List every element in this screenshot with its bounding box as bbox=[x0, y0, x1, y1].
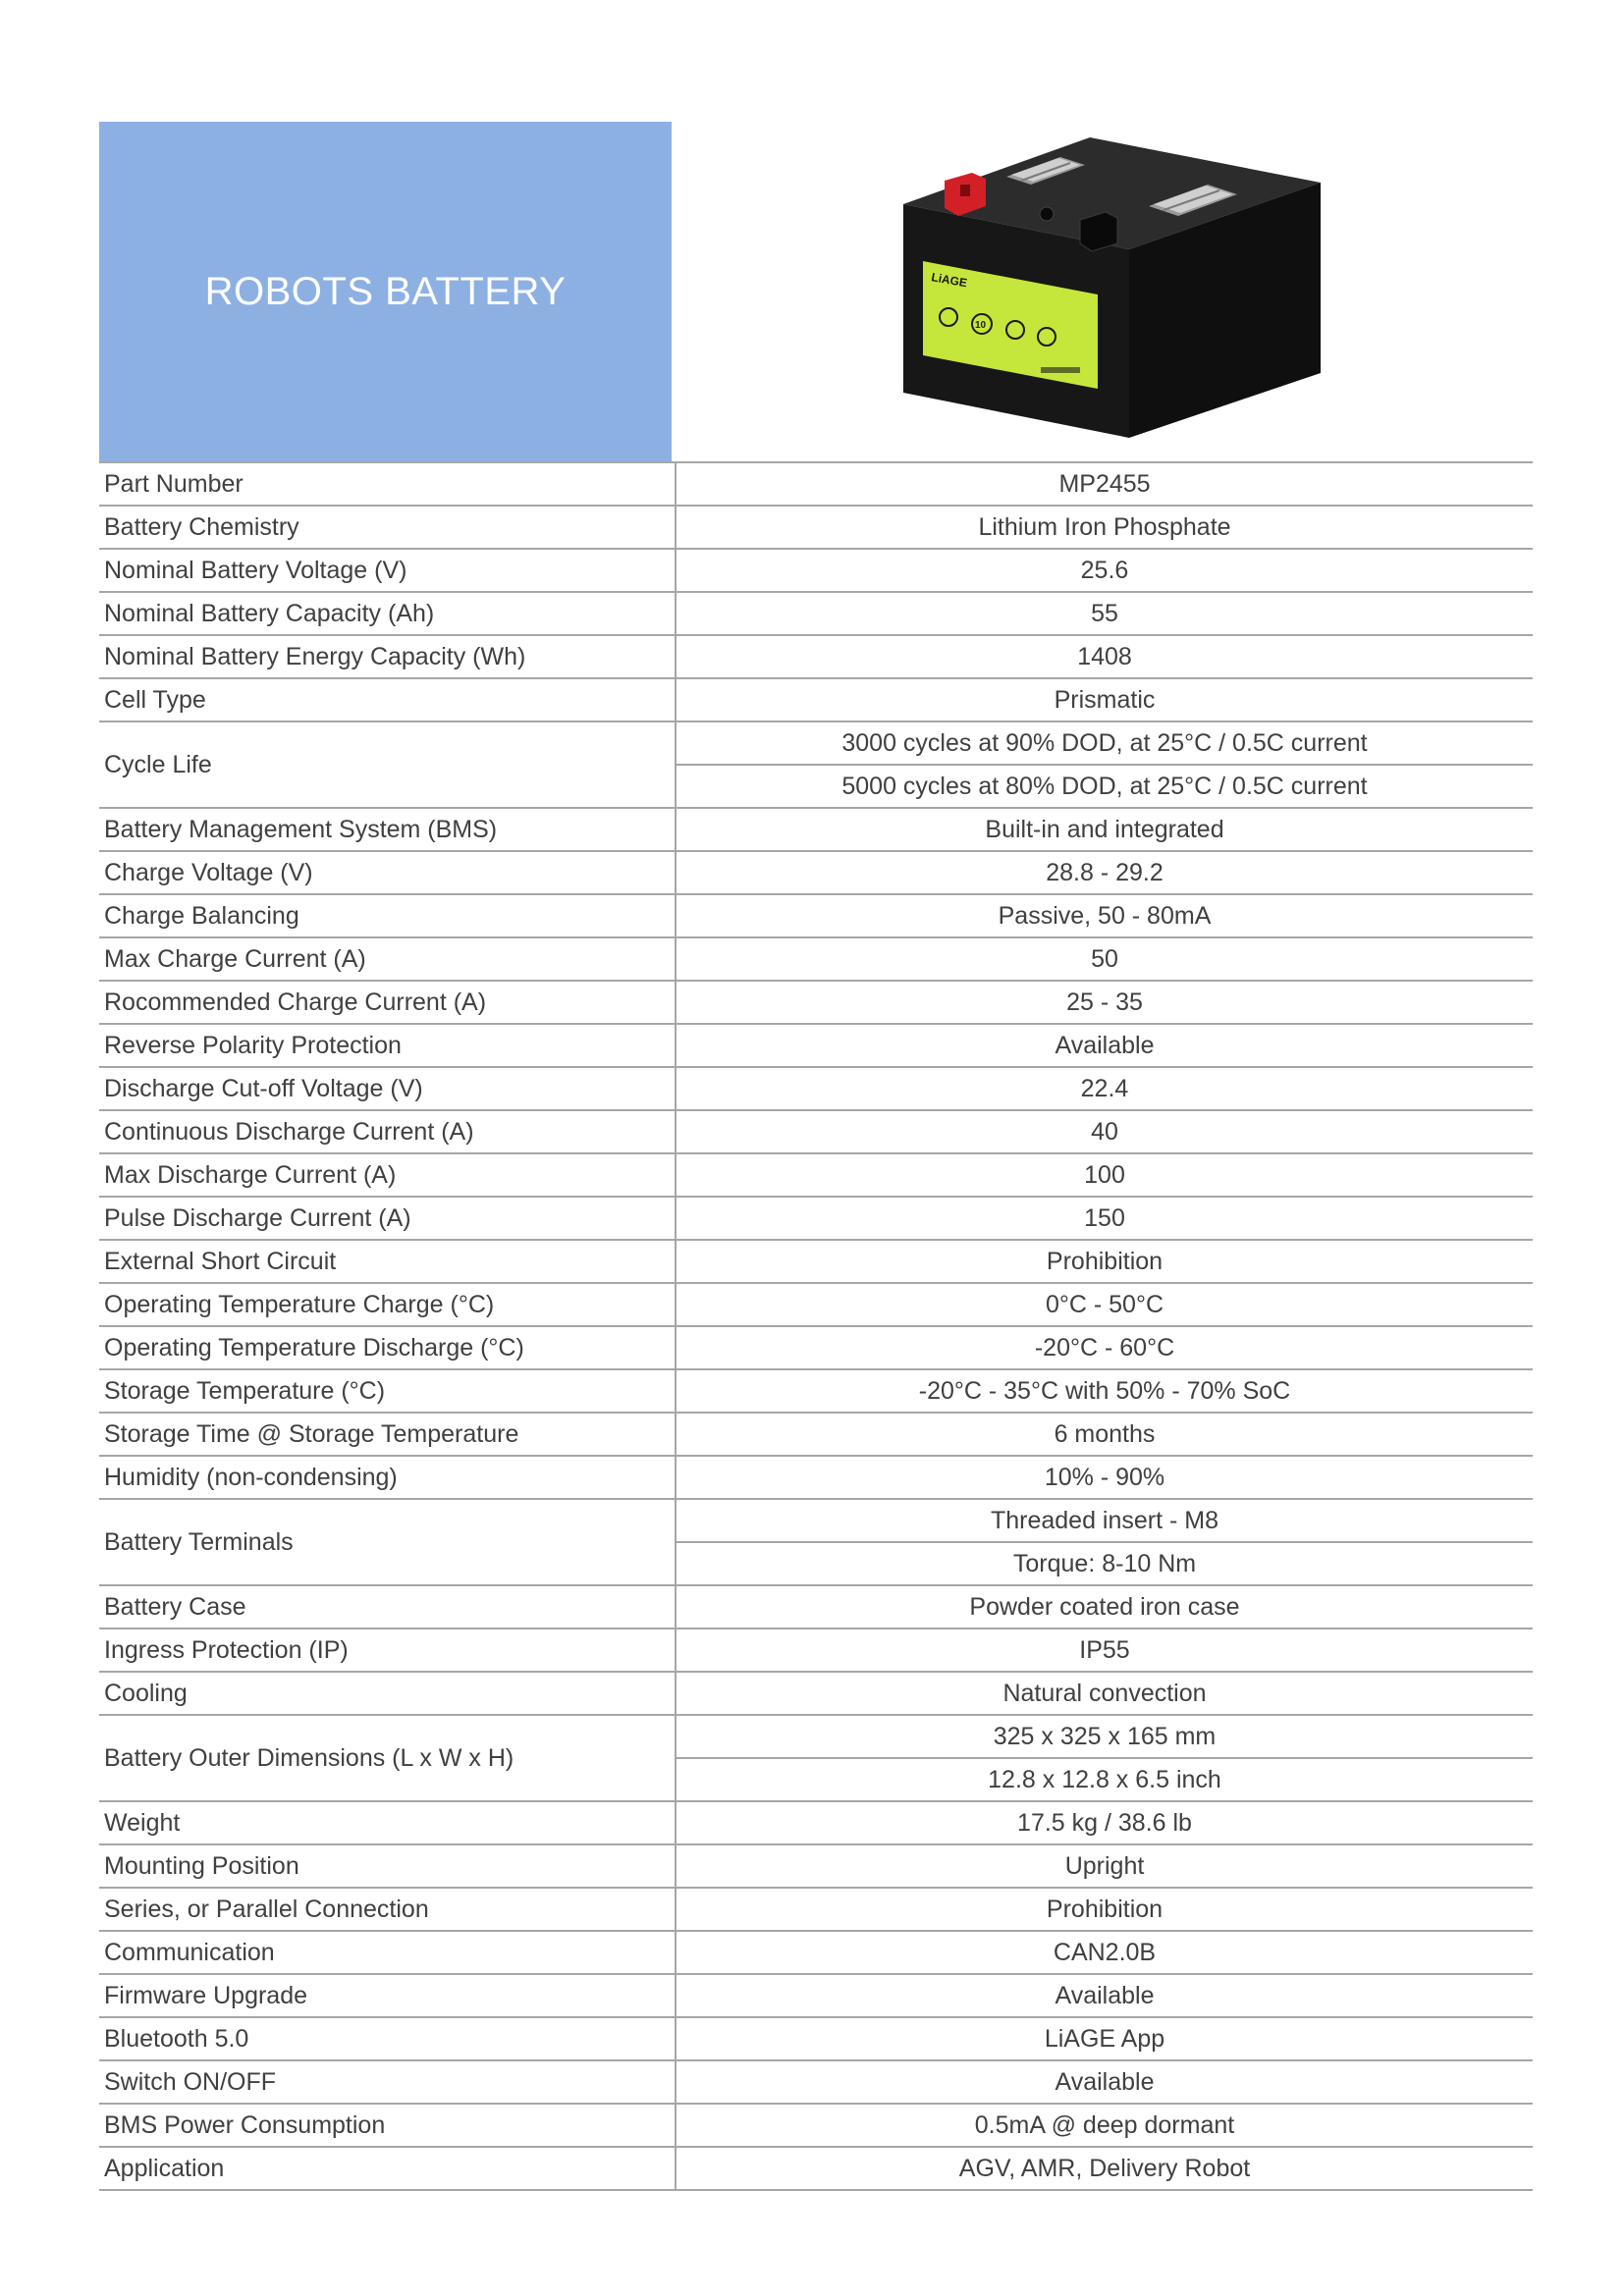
spec-label: Storage Time @ Storage Temperature bbox=[99, 1413, 676, 1456]
table-row bbox=[99, 1413, 1533, 1456]
table-row bbox=[99, 721, 1533, 765]
spec-label: Application bbox=[99, 2147, 676, 2190]
spec-value: Torque: 8-10 Nm bbox=[676, 1542, 1533, 1585]
spec-label: Nominal Battery Capacity (Ah) bbox=[99, 592, 676, 635]
table-row bbox=[99, 1456, 1533, 1499]
spec-label: Cooling bbox=[99, 1672, 676, 1715]
spec-label: Battery Chemistry bbox=[99, 506, 676, 549]
spec-value: 28.8 - 29.2 bbox=[676, 851, 1533, 894]
spec-label: Reverse Polarity Protection bbox=[99, 1024, 676, 1067]
table-row bbox=[99, 1672, 1533, 1715]
spec-value: 50 bbox=[676, 937, 1533, 981]
table-row bbox=[99, 1629, 1533, 1672]
spec-value: 12.8 x 12.8 x 6.5 inch bbox=[676, 1758, 1533, 1801]
table-row bbox=[99, 506, 1533, 549]
spec-value: Prohibition bbox=[676, 1888, 1533, 1931]
spec-label: Firmware Upgrade bbox=[99, 1974, 676, 2017]
spec-label: Series, or Parallel Connection bbox=[99, 1888, 676, 1931]
spec-label: Battery Terminals bbox=[99, 1499, 676, 1585]
table-row bbox=[99, 1801, 1533, 1844]
spec-value: 3000 cycles at 90% DOD, at 25°C / 0.5C current bbox=[676, 721, 1533, 765]
table-row bbox=[99, 1024, 1533, 1067]
spec-value: 150 bbox=[676, 1197, 1533, 1240]
spec-label: Storage Temperature (°C) bbox=[99, 1369, 676, 1413]
page-title: ROBOTS BATTERY bbox=[204, 269, 567, 313]
spec-value: 325 x 325 x 165 mm bbox=[676, 1715, 1533, 1758]
battery-product-image bbox=[884, 135, 1335, 450]
table-row bbox=[99, 1369, 1533, 1413]
table-row bbox=[99, 1499, 1533, 1542]
table-row bbox=[99, 462, 1533, 506]
spec-value: Powder coated iron case bbox=[676, 1585, 1533, 1629]
spec-value: 25.6 bbox=[676, 549, 1533, 592]
spec-label: Operating Temperature Charge (°C) bbox=[99, 1283, 676, 1326]
spec-label: Pulse Discharge Current (A) bbox=[99, 1197, 676, 1240]
table-row bbox=[99, 808, 1533, 851]
table-row bbox=[99, 1326, 1533, 1369]
table-row bbox=[99, 592, 1533, 635]
spec-value: 100 bbox=[676, 1153, 1533, 1197]
spec-value: 22.4 bbox=[676, 1067, 1533, 1110]
spec-label: Cycle Life bbox=[99, 721, 676, 808]
spec-label: Nominal Battery Energy Capacity (Wh) bbox=[99, 635, 676, 678]
spec-label: Battery Case bbox=[99, 1585, 676, 1629]
spec-label: Humidity (non-condensing) bbox=[99, 1456, 676, 1499]
specifications-table bbox=[99, 461, 1533, 2191]
spec-label: Cell Type bbox=[99, 678, 676, 721]
table-row bbox=[99, 1240, 1533, 1283]
spec-value: 1408 bbox=[676, 635, 1533, 678]
spec-value: Available bbox=[676, 1974, 1533, 2017]
spec-value: Available bbox=[676, 1024, 1533, 1067]
table-row bbox=[99, 1067, 1533, 1110]
spec-label: Weight bbox=[99, 1801, 676, 1844]
table-row bbox=[99, 2017, 1533, 2060]
table-row bbox=[99, 1715, 1533, 1758]
spec-label: Nominal Battery Voltage (V) bbox=[99, 549, 676, 592]
table-row bbox=[99, 1153, 1533, 1197]
table-row bbox=[99, 678, 1533, 721]
spec-label: Bluetooth 5.0 bbox=[99, 2017, 676, 2060]
spec-value: 0°C - 50°C bbox=[676, 1283, 1533, 1326]
vent-icon bbox=[1040, 207, 1054, 221]
spec-value: -20°C - 35°C with 50% - 70% SoC bbox=[676, 1369, 1533, 1413]
spec-value: CAN2.0B bbox=[676, 1931, 1533, 1974]
negative-terminal-icon bbox=[1080, 212, 1117, 251]
label-cert-marks bbox=[1041, 367, 1080, 373]
spec-label: Continuous Discharge Current (A) bbox=[99, 1110, 676, 1153]
svg-text:LiAGE: LiAGE bbox=[930, 270, 969, 291]
table-row bbox=[99, 981, 1533, 1024]
table-row bbox=[99, 2147, 1533, 2190]
table-row bbox=[99, 1844, 1533, 1888]
table-row bbox=[99, 1283, 1533, 1326]
spec-value: MP2455 bbox=[676, 462, 1533, 506]
svg-text:10: 10 bbox=[975, 320, 987, 331]
table-row bbox=[99, 894, 1533, 937]
spec-value: 25 - 35 bbox=[676, 981, 1533, 1024]
spec-value: 10% - 90% bbox=[676, 1456, 1533, 1499]
spec-value: 55 bbox=[676, 592, 1533, 635]
table-row bbox=[99, 1110, 1533, 1153]
spec-value: Prohibition bbox=[676, 1240, 1533, 1283]
table-row bbox=[99, 2104, 1533, 2147]
table-row bbox=[99, 1974, 1533, 2017]
table-row bbox=[99, 549, 1533, 592]
table-row bbox=[99, 1585, 1533, 1629]
table-row bbox=[99, 937, 1533, 981]
table-row bbox=[99, 1197, 1533, 1240]
spec-label: Ingress Protection (IP) bbox=[99, 1629, 676, 1672]
table-row bbox=[99, 851, 1533, 894]
table-row bbox=[99, 1888, 1533, 1931]
spec-label: Part Number bbox=[99, 462, 676, 506]
spec-label: Battery Outer Dimensions (L x W x H) bbox=[99, 1715, 676, 1801]
spec-value: LiAGE App bbox=[676, 2017, 1533, 2060]
spec-value: 5000 cycles at 80% DOD, at 25°C / 0.5C current bbox=[676, 765, 1533, 808]
spec-value: Prismatic bbox=[676, 678, 1533, 721]
header-banner bbox=[99, 122, 672, 461]
spec-value: IP55 bbox=[676, 1629, 1533, 1672]
spec-label: Battery Management System (BMS) bbox=[99, 808, 676, 851]
spec-value: Passive, 50 - 80mA bbox=[676, 894, 1533, 937]
spec-label: Max Discharge Current (A) bbox=[99, 1153, 676, 1197]
spec-value: Lithium Iron Phosphate bbox=[676, 506, 1533, 549]
spec-label: Charge Balancing bbox=[99, 894, 676, 937]
spec-label: Operating Temperature Discharge (°C) bbox=[99, 1326, 676, 1369]
spec-label: Mounting Position bbox=[99, 1844, 676, 1888]
spec-value: 6 months bbox=[676, 1413, 1533, 1456]
spec-label: Max Charge Current (A) bbox=[99, 937, 676, 981]
spec-value: Available bbox=[676, 2060, 1533, 2104]
table-row bbox=[99, 2060, 1533, 2104]
spec-label: BMS Power Consumption bbox=[99, 2104, 676, 2147]
spec-label: Communication bbox=[99, 1931, 676, 1974]
spec-label: Switch ON/OFF bbox=[99, 2060, 676, 2104]
spec-label: Charge Voltage (V) bbox=[99, 851, 676, 894]
spec-value: 17.5 kg / 38.6 lb bbox=[676, 1801, 1533, 1844]
spec-value: AGV, AMR, Delivery Robot bbox=[676, 2147, 1533, 2190]
spec-label: Rocommended Charge Current (A) bbox=[99, 981, 676, 1024]
spec-label: Discharge Cut-off Voltage (V) bbox=[99, 1067, 676, 1110]
spec-label: External Short Circuit bbox=[99, 1240, 676, 1283]
spec-value: Upright bbox=[676, 1844, 1533, 1888]
spec-value: Built-in and integrated bbox=[676, 808, 1533, 851]
spec-value: Natural convection bbox=[676, 1672, 1533, 1715]
spec-value: 0.5mA @ deep dormant bbox=[676, 2104, 1533, 2147]
table-row bbox=[99, 635, 1533, 678]
spec-value: Threaded insert - M8 bbox=[676, 1499, 1533, 1542]
table-row bbox=[99, 1931, 1533, 1974]
spec-value: -20°C - 60°C bbox=[676, 1326, 1533, 1369]
spec-value: 40 bbox=[676, 1110, 1533, 1153]
